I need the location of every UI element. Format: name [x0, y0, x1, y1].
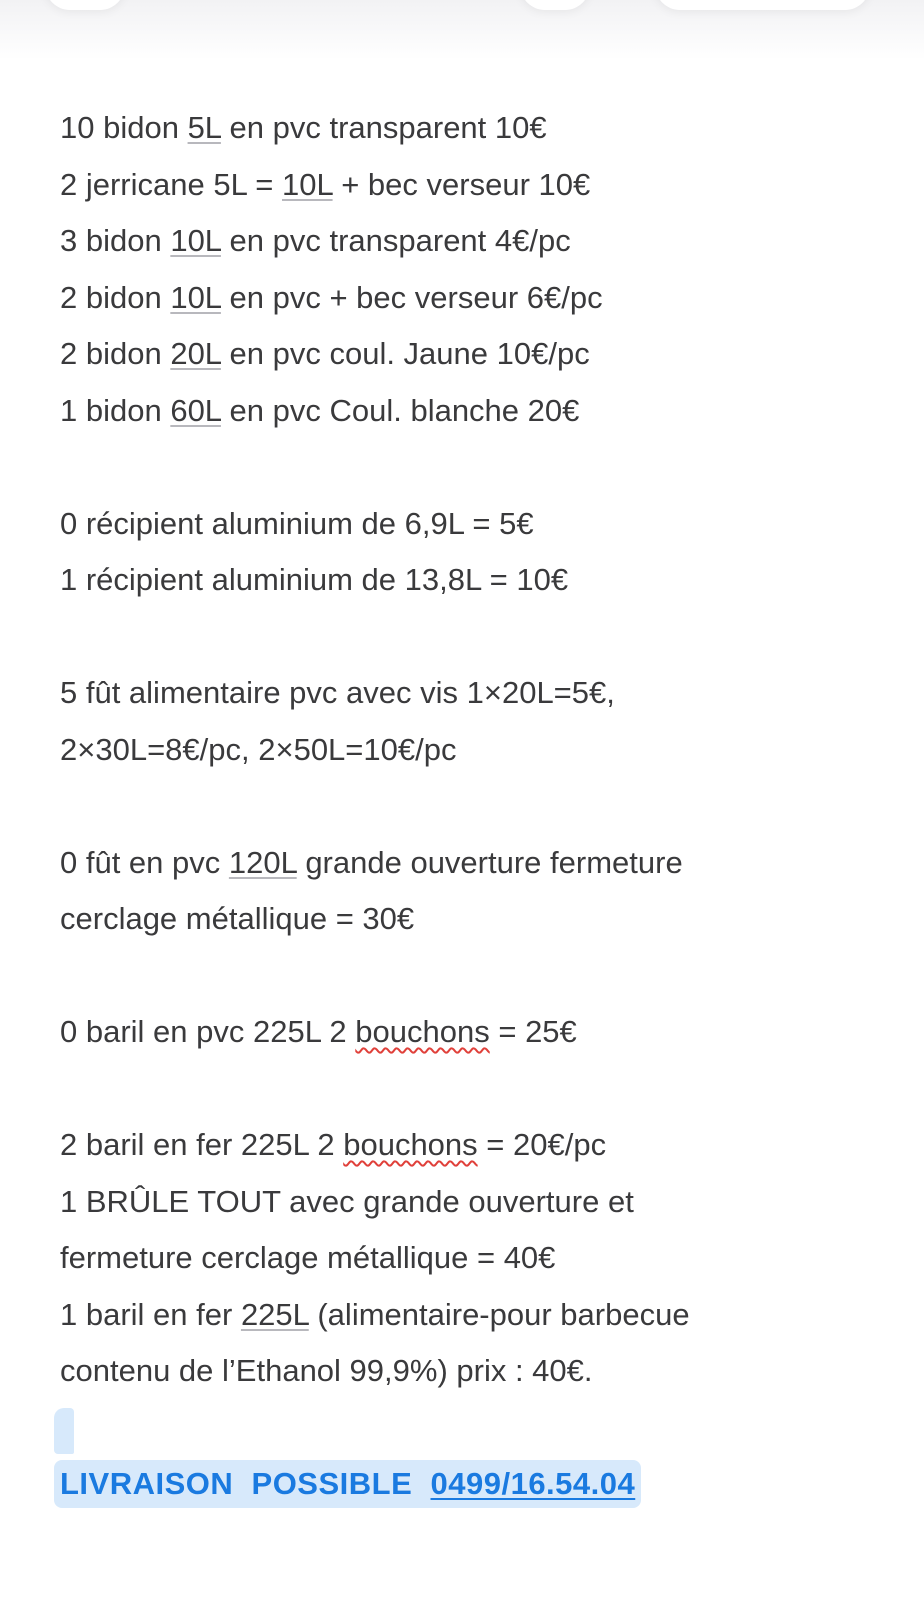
note-line: 2 bidon 20L en pvc coul. Jaune 10€/pc — [60, 336, 590, 371]
note-line: 1 baril en fer 225L (alimentaire-pour barbecue — [60, 1296, 690, 1332]
note-line: 2 baril en fer 225L 2 bouchons = 20€/pc — [60, 1127, 607, 1162]
note-line: cerclage métallique = 30€ — [60, 901, 415, 936]
blank-line — [60, 439, 880, 496]
toolbar-button-left[interactable] — [45, 0, 125, 10]
note-line: 5 fût alimentaire pvc avec vis 1×20L=5€, — [60, 675, 615, 710]
toolbar-button-group[interactable] — [655, 0, 870, 10]
note-line: 2 bidon 10L en pvc + bec verseur 6€/pc — [60, 279, 603, 315]
note-line: fermeture cerclage métallique = 40€ — [60, 1240, 556, 1275]
note-line: 10 bidon 5L en pvc transparent 10€ — [60, 110, 547, 145]
note-body[interactable] — [60, 100, 880, 1513]
misspelled-word[interactable]: bouchons — [343, 1127, 478, 1162]
note-line — [60, 1456, 880, 1513]
note-line: 1 récipient aluminium de 13,8L = 10€ — [60, 562, 569, 597]
note-line: 2 jerricane 5L = 10L + bec verseur 10€ — [60, 166, 591, 202]
delivery-label: LIVRAISON POSSIBLE — [60, 1466, 431, 1501]
selection-handle[interactable] — [54, 1408, 74, 1454]
blank-line — [60, 948, 880, 1005]
note-line: 3 bidon 10L en pvc transparent 4€/pc — [60, 223, 571, 258]
delivery-highlight[interactable] — [54, 1460, 641, 1508]
top-toolbar — [0, 0, 924, 60]
blank-line — [60, 609, 880, 666]
misspelled-word[interactable]: bouchons — [355, 1014, 490, 1049]
blank-line — [60, 778, 880, 835]
note-line: 1 bidon 60L en pvc Coul. blanche 20€ — [60, 392, 580, 428]
note-line: 0 baril en pvc 225L 2 bouchons = 25€ — [60, 1014, 577, 1049]
note-line: 0 récipient aluminium de 6,9L = 5€ — [60, 505, 534, 541]
note-line: 0 fût en pvc 120L grande ouverture fermeture — [60, 844, 683, 880]
note-line: 1 BRÛLE TOUT avec grande ouverture et — [60, 1183, 634, 1219]
note-line: contenu de l’Ethanol 99,9%) prix : 40€. — [60, 1353, 593, 1388]
note-line: 2×30L=8€/pc, 2×50L=10€/pc — [60, 731, 457, 767]
phone-link[interactable]: 0499/16.54.04 — [430, 1466, 636, 1501]
blank-line — [60, 1061, 880, 1118]
toolbar-button-middle[interactable] — [520, 0, 590, 10]
selection-line — [60, 1400, 880, 1457]
